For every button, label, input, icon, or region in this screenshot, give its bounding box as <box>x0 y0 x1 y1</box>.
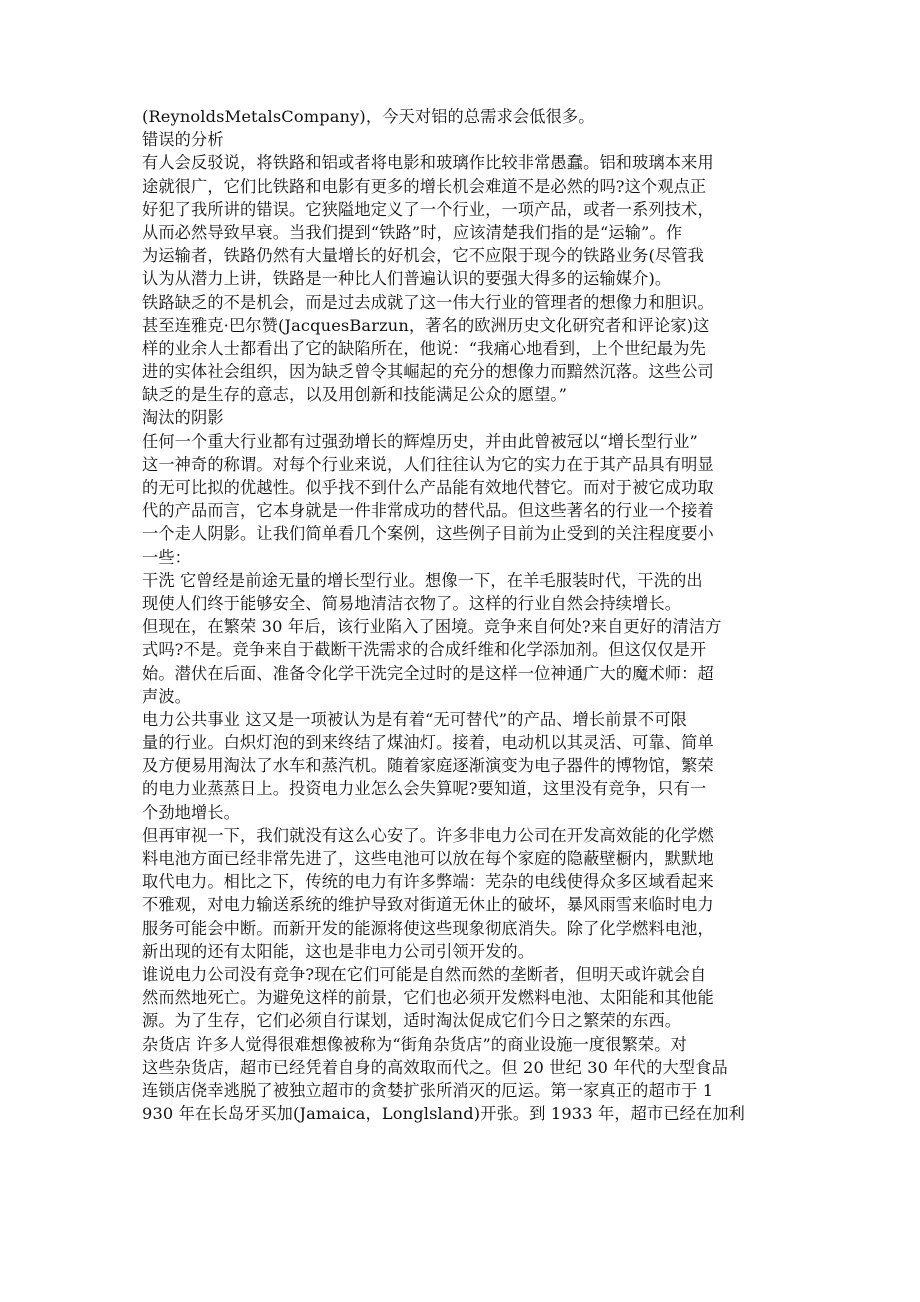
text-line: 然而然地死亡。为避免这样的前景，它们也必须开发燃料电池、太阳能和其他能 <box>142 988 714 1008</box>
text-line: 现使人们终于能够安全、简易地清洁衣物了。这样的行业自然会持续增长。 <box>142 593 682 613</box>
section-heading: 错误的分析 <box>142 130 224 150</box>
text-line: 干洗 它曾经是前途无量的增长型行业。想像一下，在羊毛服装时代，干洗的出 <box>142 570 703 590</box>
text-line: 缺乏的是生存的意志，以及用创新和技能满足公众的愿望。” <box>142 385 568 405</box>
text-line: 途就很广，它们比铁路和电影有更多的增长机会难道不是必然的吗?这个观点正 <box>142 176 707 196</box>
text-line: 认为从潜力上讲，铁路是一种比人们普遍认识的要强大得多的运输媒介)。 <box>142 269 672 289</box>
text-line: 但再审视一下，我们就没有这么心安了。许多非电力公司在开发高效能的化学燃 <box>142 825 714 845</box>
text-line: 进的实体社会组织，因为缺乏曾令其崛起的充分的想像力而黯然沉落。这些公司 <box>142 362 714 382</box>
text-line: 样的业余人士都看出了它的缺陷所在，他说：“我痛心地看到，上个世纪最为先 <box>142 338 706 358</box>
text-line: 个劲地增长。 <box>142 802 241 822</box>
text-line: 不雅观，对电力输送系统的维护导致对街道无休止的破坏，暴风雨雪来临时电力 <box>142 895 714 915</box>
text-line: 的电力业蒸蒸日上。投资电力业怎么会失算呢?要知道，这里没有竞争，只有一 <box>142 779 707 799</box>
text-line: 服务可能会中断。而新开发的能源将使这些现象彻底消失。除了化学燃料电池， <box>142 918 714 938</box>
text-line: 电力公共事业 这又是一项被认为是有着“无可替代”的产品、增长前景不可限 <box>142 709 687 729</box>
text-line: (ReynoldsMetalsCompany)，今天对铝的总需求会低很多。 <box>142 107 595 126</box>
text-line: 连锁店侥幸逃脱了被独立超市的贪婪扩张所消灭的厄运。第一家真正的超市于 1 <box>142 1080 714 1100</box>
text-line: 代的产品而言，它本身就是一件非常成功的替代品。但这些著名的行业一个接着 <box>142 501 714 521</box>
text-line: 谁说电力公司没有竞争?现在它们可能是自然而然的垄断者，但明天或许就会自 <box>142 964 707 984</box>
text-line: 式吗?不是。竞争来自于截断干洗需求的合成纤维和化学添加剂。但这仅仅是开 <box>142 640 707 660</box>
text-line: 从而必然导致早衰。当我们提到“铁路”时，应该清楚我们指的是“运输”。作 <box>142 222 683 242</box>
text-line: 甚至连雅克·巴尔赞(JacquesBarzun，著名的欧洲历史文化研究者和评论家)这 <box>142 315 710 335</box>
text-line: 任何一个重大行业都有过强劲增长的辉煌历史，并由此曾被冠以“增长型行业” <box>142 431 698 451</box>
text-line: 铁路缺乏的不是机会，而是过去成就了这一伟大行业的管理者的想像力和胆识。 <box>142 292 714 312</box>
text-line: 为运输者，铁路仍然有大量增长的好机会，它不应限于现今的铁路业务(尽管我 <box>142 246 704 266</box>
text-line: 的无可比拟的优越性。似乎找不到什么产品能有效地代替它。而对于被它成功取 <box>142 478 714 497</box>
text-line: 料电池方面已经非常先进了，这些电池可以放在每个家庭的隐蔽壁橱内，默默地 <box>142 849 714 868</box>
text-line: 一些： <box>142 547 192 567</box>
text-line: 及方便易用淘汰了水车和蒸汽机。随着家庭逐渐演变为电子器件的博物馆，繁荣 <box>142 756 714 776</box>
text-line: 声波。 <box>142 686 192 706</box>
text-line: 源。为了生存，它们必须自行谋划，适时淘汰促成它们今日之繁荣的东西。 <box>142 1011 682 1031</box>
text-line: 这些杂货店，超市已经凭着自身的高效取而代之。但 20 世纪 30 年代的大型食品 <box>142 1057 728 1077</box>
text-line: 但现在，在繁荣 30 年后，该行业陷入了困境。竞争来自何处?来自更好的清洁方 <box>142 617 722 637</box>
text-line: 一个走人阴影。让我们简单看几个案例，这些例子目前为止受到的关注程度要小 <box>142 524 714 544</box>
text-line: 好犯了我所讲的错误。它狭隘地定义了一个行业，一项产品，或者一系列技术， <box>142 199 714 219</box>
text-line: 这一神奇的称谓。对每个行业来说，人们往往认为它的实力在于其产品具有明显 <box>142 454 714 474</box>
text-line: 新出现的还有太阳能，这也是非电力公司引领开发的。 <box>142 941 535 961</box>
section-heading: 淘汰的阴影 <box>142 408 224 428</box>
text-line: 有人会反驳说，将铁路和铝或者将电影和玻璃作比较非常愚蠢。铝和玻璃本来用 <box>142 153 714 173</box>
text-line: 930 年在长岛牙买加(Jamaica，Longlsland)开张。到 1933 年，超市已经在加利 <box>142 1104 746 1124</box>
text-line: 取代电力。相比之下，传统的电力有许多弊端：芜杂的电线使得众多区域看起来 <box>142 872 714 892</box>
text-line: 始。潜伏在后面、准备令化学干洗完全过时的是这样一位神通广大的魔术师：超 <box>142 663 714 683</box>
text-line: 杂货店 许多人觉得很难想像被称为“街角杂货店”的商业设施一度很繁荣。对 <box>142 1034 687 1054</box>
text-line: 量的行业。白炽灯泡的到来终结了煤油灯。接着，电动机以其灵活、可靠、简单 <box>142 733 714 753</box>
